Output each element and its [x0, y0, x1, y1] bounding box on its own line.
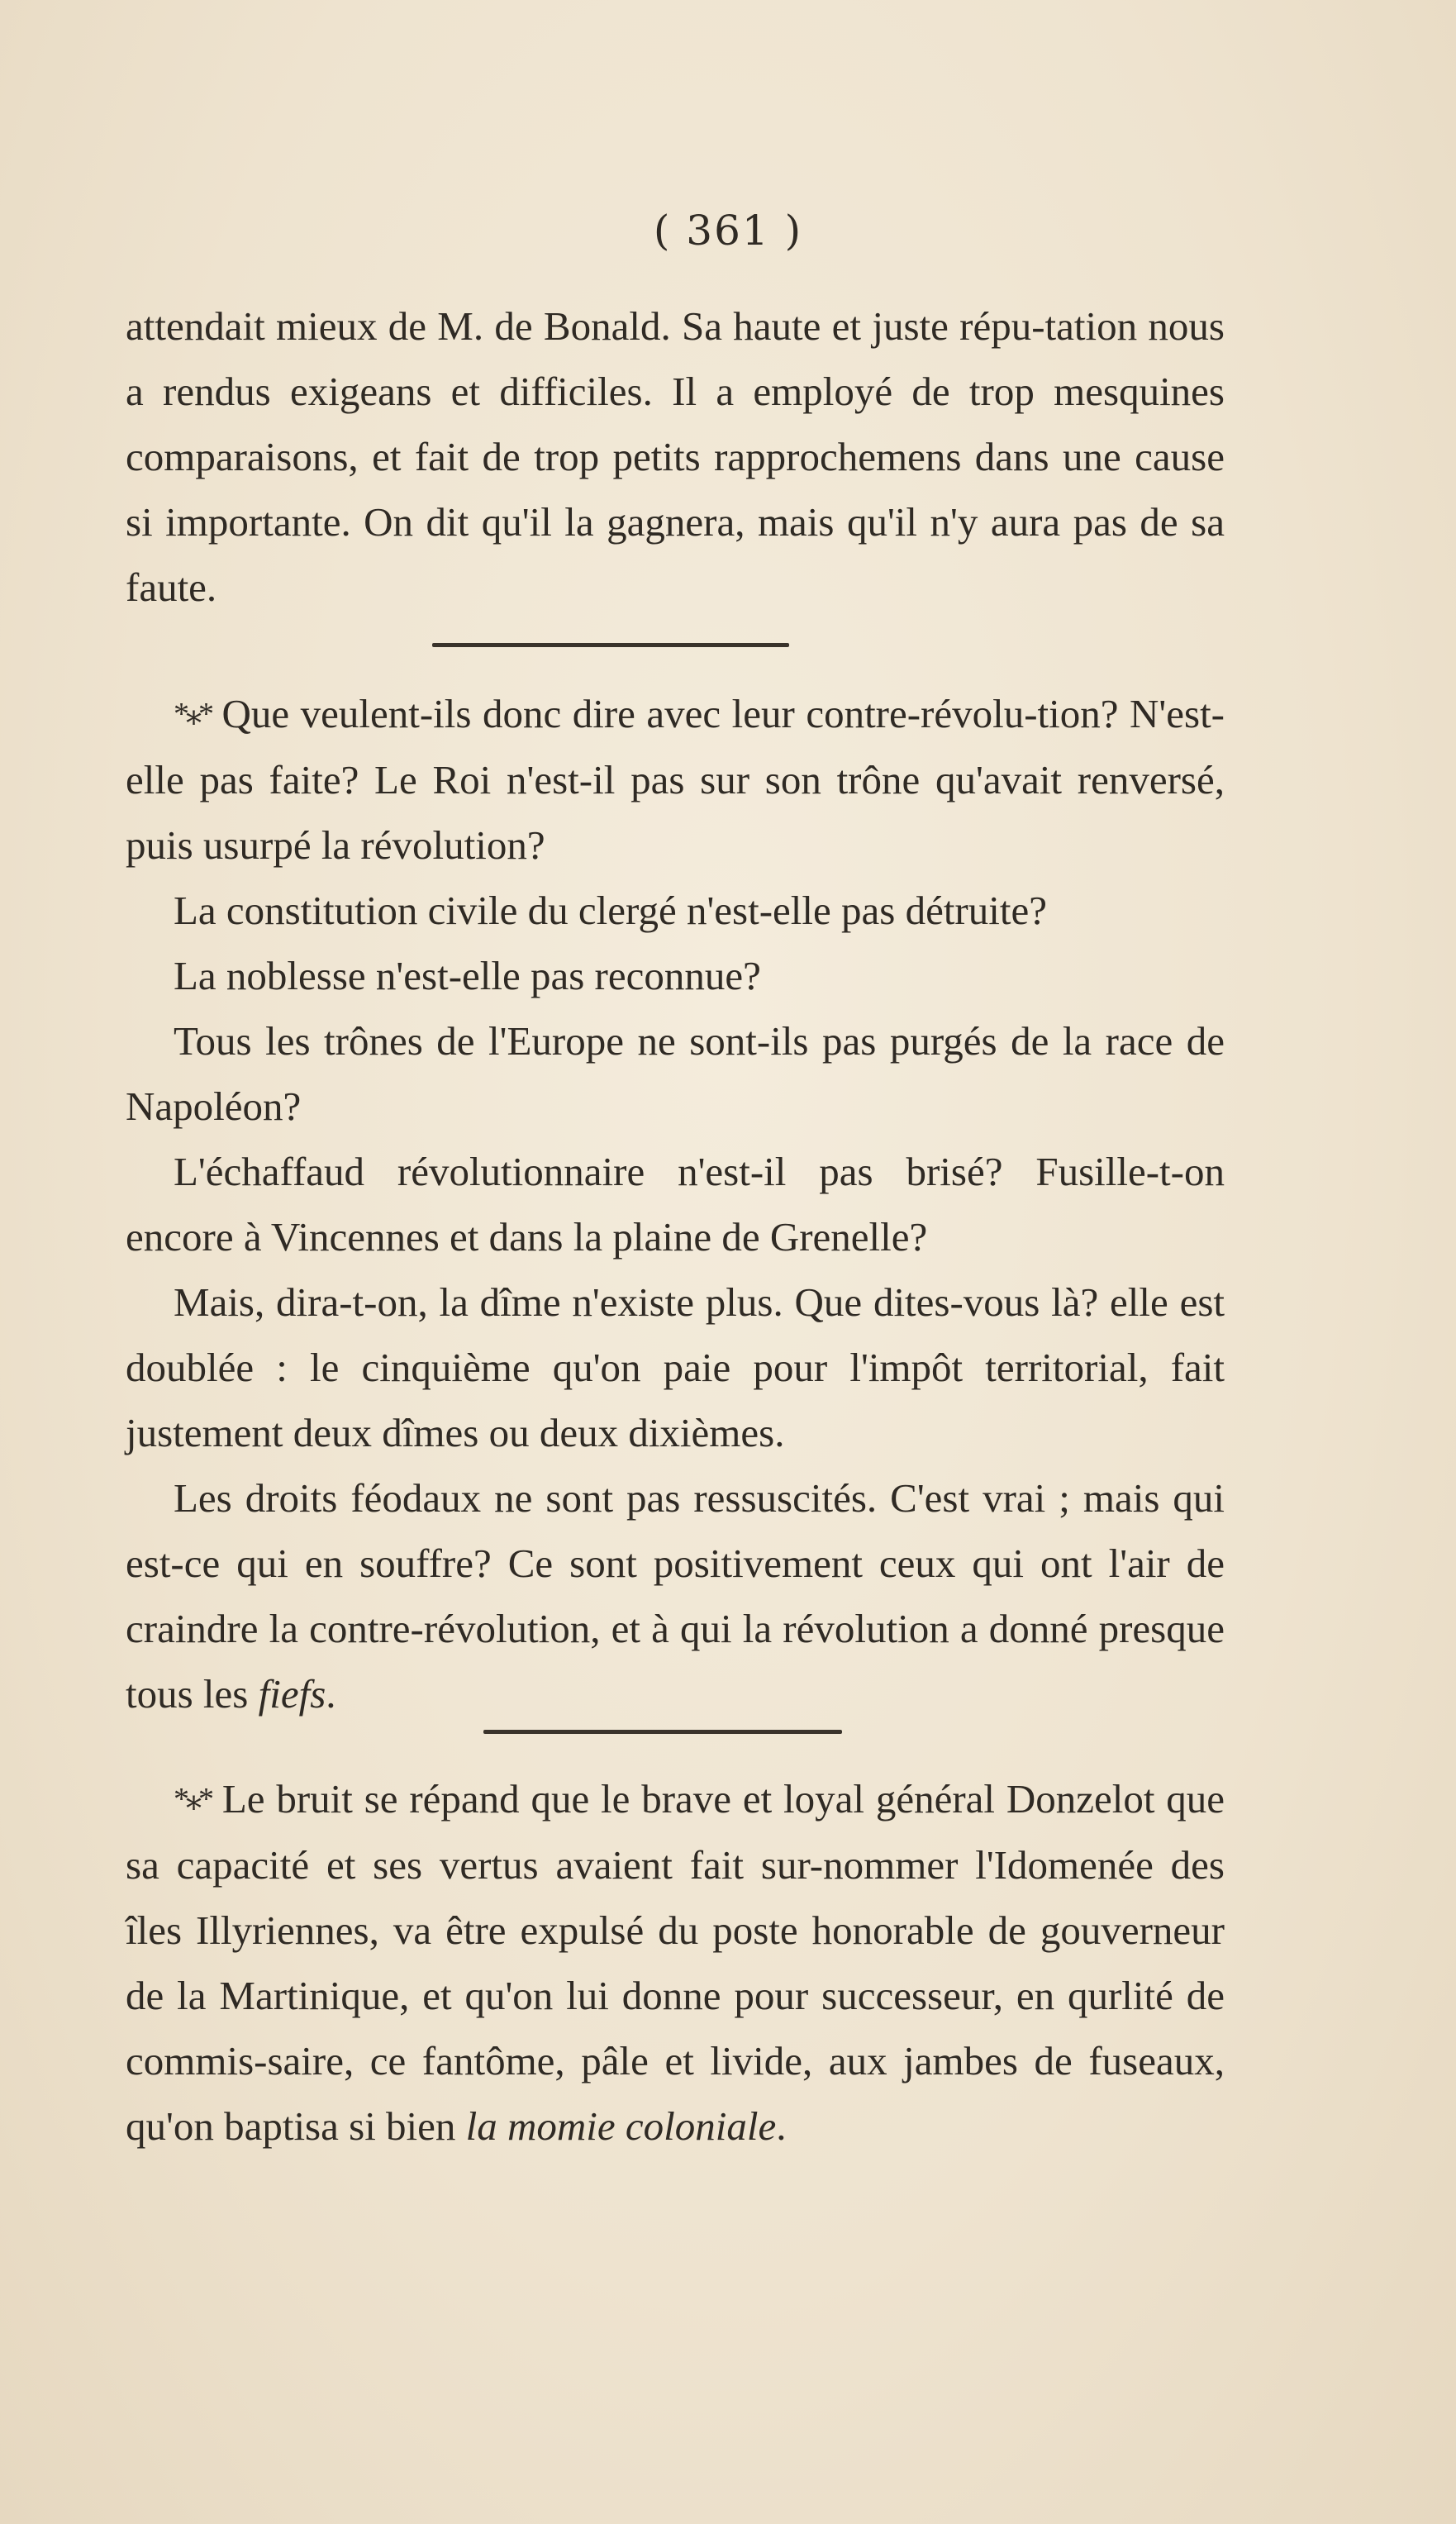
- paragraph-echaffaud: L'échaffaud révolutionnaire n'est-il pas brisé? Fusille-t-on encore à Vincennes et dans la plaine de Grenelle?: [126, 1149, 1225, 1260]
- page-number: ( 361 ): [653, 207, 803, 255]
- paragraph-napoleon: Tous les trônes de l'Europe ne sont-ils pas purgés de la race de Napoléon?: [126, 1018, 1225, 1129]
- paragraph-droits-feodaux: Les droits féodaux ne sont pas ressuscités. C'est vrai ; mais qui est-ce qui en souffre? Ce sont positivement ceux qui ont l'air de craindre la contre-révolution, et à qui la révolution a donné presque tous les fiefs.: [126, 1475, 1225, 1717]
- italic-fiefs: fiefs: [258, 1671, 326, 1717]
- section-divider-1: [432, 643, 789, 647]
- section-contre-revolution: [126, 681, 1225, 1726]
- paragraph-intro: *⁎* Que veulent-ils donc dire avec leur contre-révolu-tion? N'est-elle pas faite? Le Roi n'est-il pas sur son trône qu'avait renversé, puis usurpé la révolution?: [126, 691, 1225, 868]
- paragraph-donzelot: *⁎* Le bruit se répand que le brave et loyal général Donzelot que sa capacité et ses vertus avaient fait sur-nommer l'Idomenée des îles Illyriennes, va être expulsé du poste honorable de gouverneur de la Martinique, et qu'on lui donne pour successeur, en qurlité de commis-saire, ce fantôme, pâle et livide, aux jambes de fuseaux, qu'on baptisa si bien la momie coloniale.: [126, 1776, 1225, 2149]
- paragraph-dime: Mais, dira-t-on, la dîme n'existe plus. Que dites-vous là? elle est doublée : le cinquième qu'on paie pour l'impôt territorial, fait justement deux dîmes ou deux dixièmes.: [126, 1279, 1225, 1455]
- italic-momie-coloniale: la momie coloniale: [465, 2103, 777, 2149]
- asterism-marker-2: *⁎*: [174, 1782, 211, 1817]
- paragraph-noblesse: La noblesse n'est-elle pas reconnue?: [174, 953, 761, 998]
- section-bonald: [126, 293, 1225, 620]
- asterism-marker-1: *⁎*: [174, 697, 211, 731]
- section-donzelot: [126, 1766, 1225, 2159]
- section-divider-2: [483, 1730, 842, 1734]
- paragraph-bonald: attendait mieux de M. de Bonald. Sa haute et juste répu-tation nous a rendus exigeans et difficiles. Il a employé de trop mesquines comparaisons, et fait de trop petits rapprochemens dans une cause si importante. On dit qu'il la gagnera, mais qu'il n'y aura pas de sa faute.: [126, 303, 1225, 610]
- paragraph-clerge: La constitution civile du clergé n'est-elle pas détruite?: [174, 888, 1047, 933]
